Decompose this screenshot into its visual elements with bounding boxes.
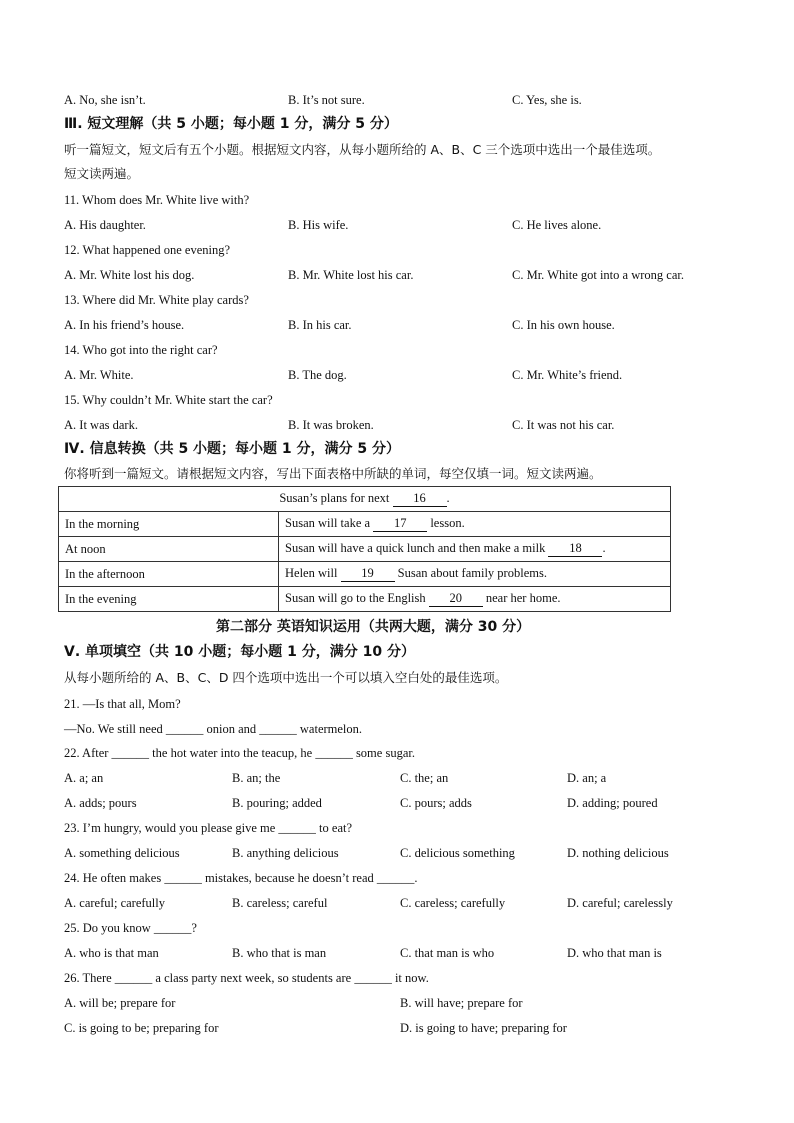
q21-option-c: C. the; an (400, 771, 449, 785)
q25-option-d: D. who that man is (567, 946, 662, 960)
q15-option-b: B. It was broken. (288, 418, 374, 432)
q14-option-a: A. Mr. White. (64, 368, 134, 382)
plan-text-before: Susan will have a quick lunch and then make a milk (285, 541, 546, 555)
q21-option-b: B. an; the (232, 771, 281, 785)
q22-option-c: C. pours; adds (400, 796, 472, 810)
table-header-row (59, 487, 671, 512)
section5-heading: Ⅴ. 单项填空（共 10 小题；每小题 1 分，满分 10 分） (64, 644, 415, 660)
part2-heading: 第二部分 英语知识运用（共两大题，满分 30 分） (216, 619, 531, 635)
q14-stem: 14. Who got into the right car? (64, 343, 218, 357)
row-plan-morning (279, 512, 671, 537)
q11-option-b: B. His wife. (288, 218, 349, 232)
row-plan-afternoon (279, 562, 671, 587)
q26-option-b: B. will have; prepare for (400, 996, 523, 1010)
q12-option-a: A. Mr. White lost his dog. (64, 268, 195, 282)
section3-instruction-1: 听一篇短文，短文后有五个小题。根据短文内容，从每小题所给的 A、B、C 三个选项中选出一个最佳选项。 (64, 142, 661, 157)
row-plan-noon (279, 537, 671, 562)
row-time-afternoon: In the afternoon (59, 562, 279, 587)
plan-text-after: . (602, 541, 606, 555)
q11-option-a: A. His daughter. (64, 218, 146, 232)
q25-stem: 25. Do you know ______? (64, 921, 197, 935)
table-row (59, 587, 671, 612)
q11-option-c: C. He lives alone. (512, 218, 602, 232)
q23-option-b: B. anything delicious (232, 846, 339, 860)
q12-option-b: B. Mr. White lost his car. (288, 268, 414, 282)
q24-stem: 24. He often makes ______ mistakes, because he doesn’t read ______. (64, 871, 418, 885)
info-table (58, 486, 671, 612)
q15-option-c: C. It was not his car. (512, 418, 615, 432)
q25-option-a: A. who is that man (64, 946, 159, 960)
q22-option-b: B. pouring; added (232, 796, 322, 810)
row-time-morning: In the morning (59, 512, 279, 537)
q13-option-a: A. In his friend’s house. (64, 318, 185, 332)
q13-option-b: B. In his car. (288, 318, 352, 332)
q21-option-a: A. a; an (64, 771, 104, 785)
blank-20: 20 (429, 591, 483, 607)
section4-heading: Ⅳ. 信息转换（共 5 小题；每小题 1 分，满分 5 分） (64, 441, 401, 457)
section5-instruction: 从每小题所给的 A、B、C、D 四个选项中选出一个可以填入空白处的最佳选项。 (64, 670, 508, 685)
q14-option-c: C. Mr. White’s friend. (512, 368, 623, 382)
q10-option-a: A. No, she isn’t. (64, 93, 146, 107)
q24-option-a: A. careful; carefully (64, 896, 165, 910)
q12-stem: 12. What happened one evening? (64, 243, 231, 257)
blank-18: 18 (548, 541, 602, 557)
plan-text-before: Helen will (285, 566, 338, 580)
blank-17: 17 (373, 516, 427, 532)
table-header-text: Susan’s plans for next (279, 491, 390, 505)
plan-text-before: Susan will go to the English (285, 591, 426, 605)
q26-stem: 26. There ______ a class party next week, so students are ______ it now. (64, 971, 429, 985)
row-time-noon: At noon (59, 537, 279, 562)
table-row (59, 512, 671, 537)
q23-option-d: D. nothing delicious (567, 846, 669, 860)
q26-option-a: A. will be; prepare for (64, 996, 176, 1010)
table-row (59, 537, 671, 562)
q24-option-b: B. careless; careful (232, 896, 328, 910)
q15-option-a: A. It was dark. (64, 418, 138, 432)
q21-line2: —No. We still need ______ onion and ______ watermelon. (64, 722, 363, 736)
q22-option-d: D. adding; poured (567, 796, 658, 810)
q11-stem: 11. Whom does Mr. White live with? (64, 193, 250, 207)
plan-text-after: near her home. (485, 591, 561, 605)
q25-option-c: C. that man is who (400, 946, 495, 960)
blank-16: 16 (393, 491, 447, 507)
plan-text-before: Susan will take a (285, 516, 371, 530)
q10-option-b: B. It’s not sure. (288, 93, 365, 107)
plan-text-after: Susan about family problems. (397, 566, 547, 580)
q14-option-b: B. The dog. (288, 368, 347, 382)
section4-instruction: 你将听到一篇短文。请根据短文内容，写出下面表格中所缺的单词，每空仅填一词。短文读两遍。 (64, 466, 602, 481)
row-time-evening: In the evening (59, 587, 279, 612)
table-row (59, 562, 671, 587)
q12-option-c: C. Mr. White got into a wrong car. (512, 268, 684, 282)
q23-option-a: A. something delicious (64, 846, 180, 860)
blank-19: 19 (341, 566, 395, 582)
q26-option-c: C. is going to be; preparing for (64, 1021, 219, 1035)
q21-option-d: D. an; a (567, 771, 607, 785)
q26-option-d: D. is going to have; preparing for (400, 1021, 567, 1035)
section3-heading: Ⅲ. 短文理解（共 5 小题；每小题 1 分，满分 5 分） (64, 116, 398, 132)
q21-line1: 21. —Is that all, Mom? (64, 697, 181, 711)
q24-option-d: D. careful; carelessly (567, 896, 673, 910)
q25-option-b: B. who that is man (232, 946, 327, 960)
q23-option-c: C. delicious something (400, 846, 515, 860)
q22-option-a: A. adds; pours (64, 796, 137, 810)
table-header-cell: Susan’s plans for next 16 . (59, 487, 671, 512)
q24-option-c: C. careless; carefully (400, 896, 506, 910)
section3-instruction-2: 短文读两遍。 (64, 166, 140, 181)
q22-stem: 22. After ______ the hot water into the teacup, he ______ some sugar. (64, 746, 415, 760)
q13-option-c: C. In his own house. (512, 318, 615, 332)
row-plan-evening (279, 587, 671, 612)
q13-stem: 13. Where did Mr. White play cards? (64, 293, 249, 307)
q10-option-c: C. Yes, she is. (512, 93, 582, 107)
q15-stem: 15. Why couldn’t Mr. White start the car? (64, 393, 273, 407)
q23-stem: 23. I’m hungry, would you please give me ______ to eat? (64, 821, 353, 835)
plan-text-after: lesson. (430, 516, 465, 530)
